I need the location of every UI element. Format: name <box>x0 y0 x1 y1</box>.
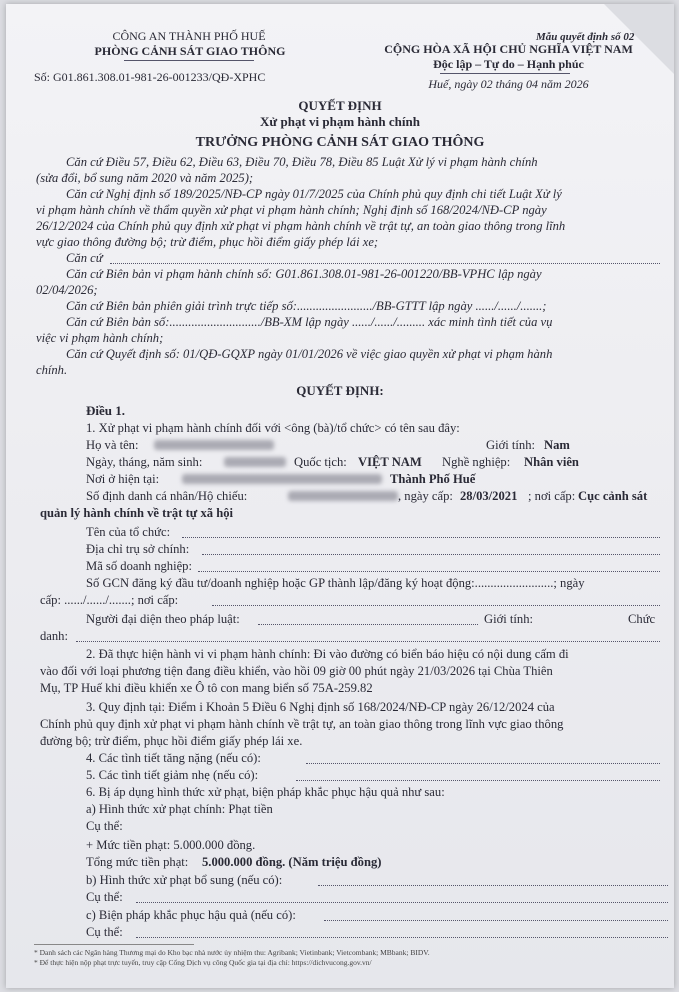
document-subtitle: Xử phạt vi phạm hành chính <box>260 114 420 129</box>
gender-label: Giới tính: <box>486 438 535 452</box>
dotted-fill <box>306 763 660 764</box>
agency-name: PHÒNG CẢNH SÁT GIAO THÔNG <box>94 44 286 58</box>
footnote-online: * Để thực hiện nộp phạt trực tuyến, truy cập Cổng Dịch vụ công Quốc gia tại địa chỉ: https://dichvucong.gov.vn/ <box>34 958 372 967</box>
residence-label: Nơi ở hiện tại: <box>86 472 160 486</box>
job-value: Nhân viên <box>524 455 579 469</box>
basis-line: Căn cứ Nghị định số 189/2025/NĐ-CP ngày 01/7/2025 của Chính phủ quy định chi tiết Luật Xử lý <box>66 187 562 201</box>
decision-document <box>6 4 674 988</box>
basis-line: vực giao thông đường bộ; trừ điểm, phục hồi điểm giấy phép lái xe; <box>36 235 379 249</box>
rep-title-cont: danh: <box>40 629 68 643</box>
residence-tail: Thành Phố Huế <box>390 472 476 486</box>
date-place: Huế, ngày 02 tháng 04 năm 2026 <box>428 77 589 91</box>
basis-line: Căn cứ Điều 57, Điều 62, Điều 63, Điều 70, Điều 78, Điều 85 Luật Xử lý vi phạm hành chính <box>66 155 538 169</box>
id-label: Số định danh cá nhân/Hộ chiếu: <box>86 489 248 503</box>
dotted-fill <box>202 554 660 555</box>
nationality-label: Quốc tịch: <box>294 455 347 469</box>
item-3: 3. Quy định tại: Điểm i Khoản 5 Điều 6 Nghị định số 168/2024/NĐ-CP ngày 26/12/2024 của <box>86 700 555 714</box>
id-issue-date: 28/03/2021 <box>460 489 518 503</box>
id-place-value-cont: quản lý hành chính về trật tự xã hội <box>40 506 234 520</box>
basis-line: Căn cứ Biên bản vi phạm hành chính số: G01.861.308.01-981-26-001220/BB-VPHC lập ngày <box>66 267 542 281</box>
dotted-fill <box>182 537 660 538</box>
decision-heading: QUYẾT ĐỊNH: <box>296 383 384 398</box>
dotted-fill <box>198 571 660 572</box>
basis-line: Căn cứ Quyết định số: 01/QĐ-GQXP ngày 01/01/2026 về việc giao quyền xử phạt vi phạm hành <box>66 347 553 361</box>
form-number: Mẫu quyết định số 02 <box>536 31 635 43</box>
name-label: Họ và tên: <box>86 438 139 452</box>
basis-line: (sửa đổi, bổ sung năm 2020 và năm 2025); <box>36 171 254 185</box>
id-issue-label: , ngày cấp: <box>398 489 453 503</box>
rep-title-label: Chức <box>628 612 656 626</box>
basis-line: 26/12/2024 của Chính phủ quy định xử phạt vi phạm hành chính về trật tự, an toàn giao thông trong lĩnh <box>36 219 566 233</box>
dotted-fill <box>136 937 668 938</box>
footnote-rule <box>34 944 194 945</box>
item-3-cont: Chính phủ quy định xử phạt vi phạm hành chính về trật tự, an toàn giao thông trong lĩnh vực giao thông <box>40 717 564 731</box>
item-6: 6. Bị áp dụng hình thức xử phạt, biện pháp khắc phục hậu quả như sau: <box>86 785 445 799</box>
id-place-value: Cục cảnh sát <box>578 489 648 503</box>
dotted-fill <box>296 780 660 781</box>
job-label: Nghề nghiệp: <box>442 455 511 469</box>
org-gcn-label: Số GCN đăng ký đầu tư/doanh nghiệp hoặc GP thành lập/đăng ký hoạt động:.........................; ngày <box>86 576 585 590</box>
basis-line: vi phạm hành chính về thẩm quyền xử phạt vi phạm hành chính; Nghị định số 168/2024/NĐ-CP ngày <box>36 203 547 217</box>
article-1: Điều 1. <box>86 403 125 418</box>
basis-line: việc vi phạm hành chính; <box>36 331 164 345</box>
item-6b: b) Hình thức xử phạt bổ sung (nếu có): <box>86 873 283 887</box>
document-title: QUYẾT ĐỊNH <box>298 98 382 113</box>
org-code-label: Mã số doanh nghiệp: <box>86 559 192 573</box>
dotted-fill <box>212 605 660 606</box>
item-6c: c) Biện pháp khắc phục hậu quả (nếu có): <box>86 908 296 922</box>
dotted-fill <box>136 902 668 903</box>
item-2: 2. Đã thực hiện hành vi vi phạm hành chính: Đi vào đường có biển báo hiệu có nội dung cấm đi <box>86 647 569 661</box>
item-6a: a) Hình thức xử phạt chính: Phạt tiền <box>86 802 273 816</box>
redacted-residence <box>182 474 382 484</box>
nationality-value: VIỆT NAM <box>358 455 422 469</box>
total-fine-label: Tổng mức tiền phạt: <box>86 855 189 869</box>
basis-line: Căn cứ <box>66 251 103 265</box>
dotted-fill <box>76 641 660 642</box>
item-1: 1. Xử phạt vi phạm hành chính đối với <ông (bà)/tổ chức> có tên sau đây: <box>86 421 460 435</box>
total-fine-value: 5.000.000 đồng. (Năm triệu đồng) <box>202 855 382 869</box>
basis-line: 02/04/2026; <box>36 283 98 297</box>
agency-parent: CÔNG AN THÀNH PHỐ HUẾ <box>112 29 266 43</box>
specific-label: Cụ thể: <box>86 925 123 939</box>
redacted-id <box>288 491 398 501</box>
specific-label: Cụ thể: <box>86 890 123 904</box>
motto-underline <box>440 73 570 74</box>
org-gcn-cont: cấp: ....../....../.......; nơi cấp: <box>40 593 179 607</box>
motto: Độc lập – Tự do – Hạnh phúc <box>433 57 584 71</box>
dotted-fill <box>110 263 660 264</box>
basis-line: Căn cứ Biên bản phiên giải trình trực tiếp số:......................../BB-GTTT lập ngày ....../....../.......; <box>66 299 547 313</box>
item-2-cont: vào đối với loại phương tiện đang điều khiển, vào hồi 09 giờ 00 phút ngày 21/03/2026 tại Chùa Thiên <box>40 664 553 678</box>
id-place-label: ; nơi cấp: <box>528 489 576 503</box>
redacted-dob <box>224 457 286 467</box>
dotted-fill <box>258 624 478 625</box>
dotted-fill <box>318 885 668 886</box>
dotted-fill <box>324 920 668 921</box>
rep-gender-label: Giới tính: <box>484 612 533 626</box>
basis-line: Căn cứ Biên bản số:............................./BB-XM lập ngày ....../....../......... xác minh tình tiết của vụ <box>66 315 553 329</box>
item-5: 5. Các tình tiết giảm nhẹ (nếu có): <box>86 768 259 782</box>
specific-label: Cụ thể: <box>86 819 123 833</box>
country-name: CỘNG HÒA XÃ HỘI CHỦ NGHĨA VIỆT NAM <box>384 42 633 56</box>
rep-label: Người đại diện theo pháp luật: <box>86 612 240 626</box>
agency-underline <box>124 60 254 61</box>
redacted-name <box>154 440 274 450</box>
footnote-banks: * Danh sách các Ngân hàng Thương mại do Kho bạc nhà nước ủy nhiệm thu: Agribank; Vietinbank; Vietcombank; MBbank; BIDV. <box>34 948 430 957</box>
org-address-label: Địa chỉ trụ sở chính: <box>86 542 190 556</box>
fine-line: + Mức tiền phạt: 5.000.000 đồng. <box>86 838 256 852</box>
item-2-cont: Mụ, TP Huế khi điều khiển xe Ô tô con mang biển số 75A-259.82 <box>40 681 373 695</box>
gender-value: Nam <box>544 438 570 452</box>
org-name-label: Tên của tổ chức: <box>86 525 171 539</box>
item-3-cont: đường bộ; trừ điểm, phục hồi điểm giấy phép lái xe. <box>40 734 303 748</box>
basis-line: chính. <box>36 363 68 377</box>
document-number: Số: G01.861.308.01-981-26-001233/QĐ-XPHC <box>34 70 266 84</box>
issuing-authority: TRƯỞNG PHÒNG CẢNH SÁT GIAO THÔNG <box>195 135 485 150</box>
dob-label: Ngày, tháng, năm sinh: <box>86 455 203 469</box>
item-4: 4. Các tình tiết tăng nặng (nếu có): <box>86 751 261 765</box>
